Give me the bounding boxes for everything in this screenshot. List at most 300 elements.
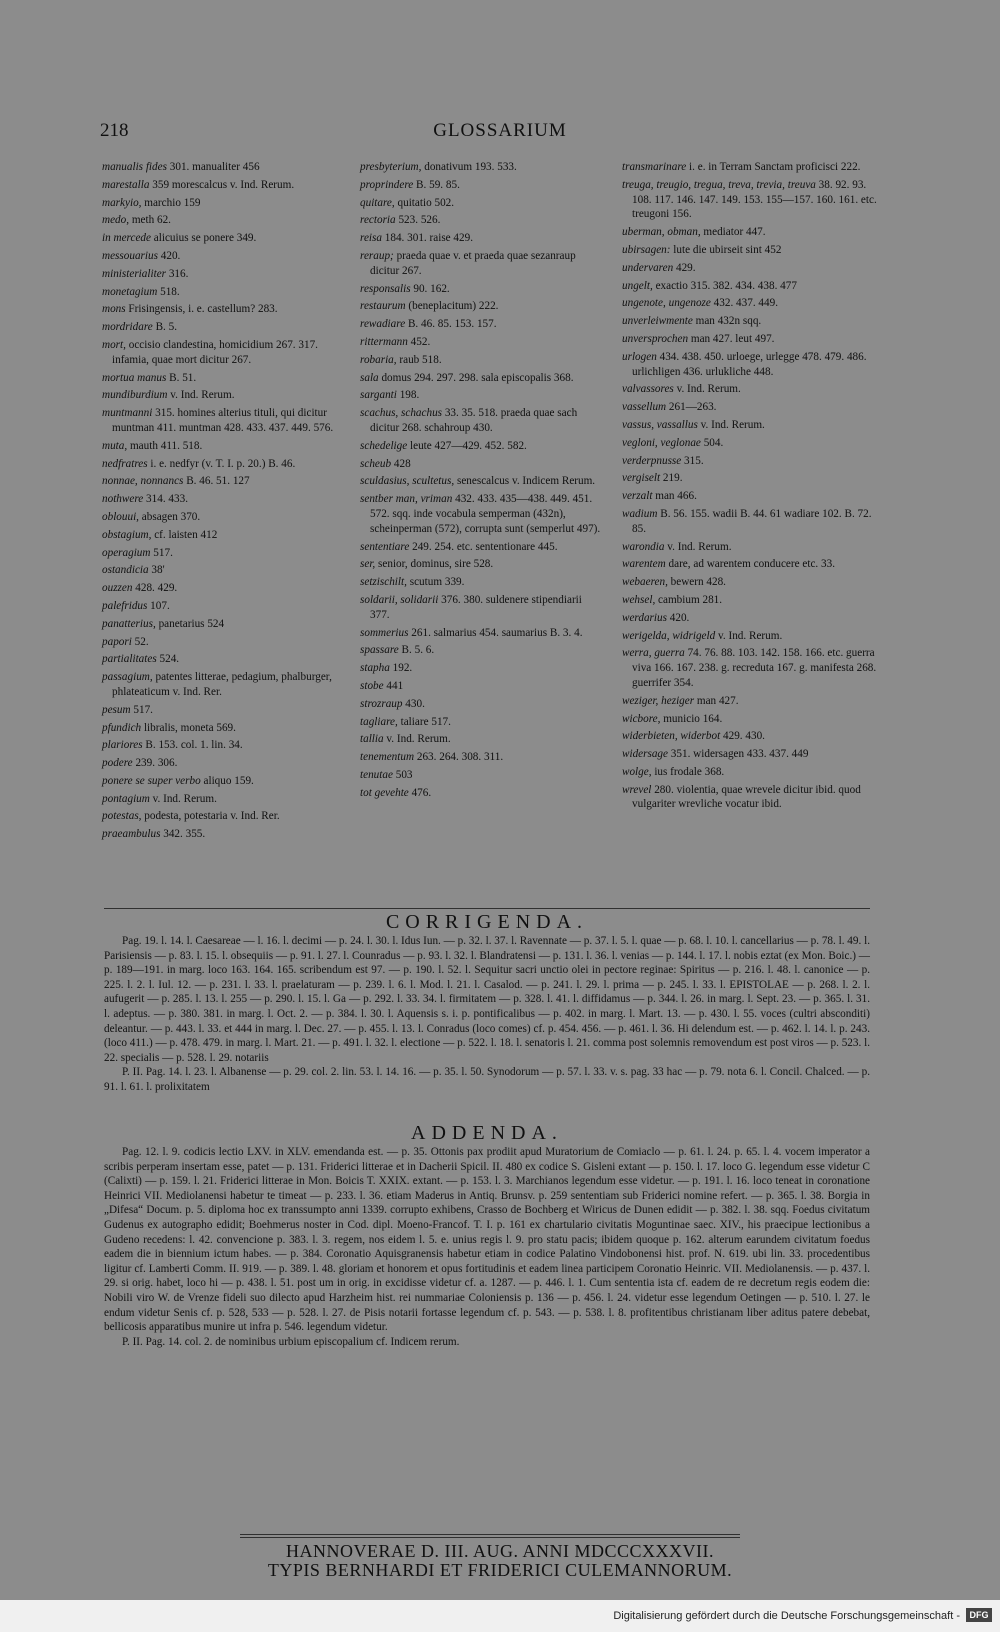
glossary-entry <box>360 593 602 623</box>
glossary-entry <box>360 299 602 314</box>
glossary-definition: 428. 429. <box>135 582 178 595</box>
glossary-headword: quitare, <box>360 196 395 209</box>
corrigenda-text-part2: P. II. Pag. 14. l. 23. l. Albanense — p. 29. col. 2. lin. 53. l. 14. 16. — p. 35. l. 50. Synodorum — p. 57. l. 33. v. s. pag. 33 hac — p. 79. nota 6. l. Concil. Chalced. — p. 91. l. 61. l. prolixitatem <box>104 1066 870 1093</box>
glossary-entry <box>102 635 344 650</box>
glossary-entry <box>102 439 344 454</box>
glossary-definition: 315. <box>684 454 704 467</box>
glossary-headword: proprindere <box>360 178 414 191</box>
glossary-headword: mundiburdium <box>102 389 168 402</box>
glossary-headword: transmarinare <box>622 161 687 173</box>
glossary-entry <box>102 617 344 632</box>
glossary-definition: v. Ind. Rerum. <box>386 733 451 746</box>
glossary-headword: sala <box>360 371 379 384</box>
glossary-headword: soldarii, solidarii <box>360 593 439 606</box>
glossary-headword: rewadiare <box>360 318 406 331</box>
glossary-entry <box>360 213 602 228</box>
glossary-definition: 476. <box>411 786 432 799</box>
glossary-headword: reisa <box>360 232 382 245</box>
imprint-line-1: HANNOVERAE D. III. AUG. ANNI MDCCCXXXVII. <box>286 1541 714 1561</box>
glossary-headword: pfundich <box>102 721 142 734</box>
glossary-headword: mons <box>102 303 126 316</box>
glossary-definition: man 427. <box>696 694 739 707</box>
glossary-definition: 524. <box>159 653 180 666</box>
glossary-entry <box>622 489 880 504</box>
glossary-headword: wehsel, <box>622 593 656 606</box>
glossary-entry <box>102 774 344 789</box>
glossary-headword: palefridus <box>102 599 148 612</box>
glossary-headword: mordridare <box>102 321 153 334</box>
glossary-headword: stapha <box>360 662 390 675</box>
page-header <box>100 120 900 146</box>
glossary-headword: sculdasius, scultetus, <box>360 475 455 488</box>
glossary-definition: B. 153. col. 1. lin. 34. <box>145 739 243 752</box>
addenda-title: ADDENDA. <box>411 1122 563 1144</box>
glossary-definition: 107. <box>150 599 170 612</box>
glossary-entry <box>622 471 880 486</box>
glossary-headword: sommerius <box>360 626 409 639</box>
glossary-entry <box>102 267 344 282</box>
glossary-definition: alicuius se ponere 349. <box>153 232 257 245</box>
glossary-definition: 38' <box>151 564 165 577</box>
glossary-headword: muta, <box>102 439 128 452</box>
glossary-entry <box>622 243 880 258</box>
glossary-headword: praeambulus <box>102 828 161 841</box>
glossary-headword: verderpnusse <box>622 454 682 467</box>
glossary-definition: v. Ind. Rerum. <box>700 418 765 431</box>
glossary-headword: stobe <box>360 679 384 692</box>
glossary-definition: v. Ind. Rerum. <box>676 383 741 396</box>
glossary-definition: B. 46. 85. 153. 157. <box>407 318 497 331</box>
glossary-entry <box>102 338 344 368</box>
glossary-headword: papori <box>102 635 132 648</box>
glossary-entry <box>360 353 602 368</box>
glossary-headword: scheub <box>360 457 392 470</box>
glossary-entry <box>360 371 602 386</box>
glossary-definition: occisio clandestina, homicidium 267. 317. infamia, quae mort dicitur 267. <box>112 338 318 366</box>
glossary-entry <box>622 314 880 329</box>
glossary-entry <box>622 783 880 813</box>
glossary-entry <box>622 436 880 451</box>
glossary-definition: B. 46. 51. 127 <box>186 475 250 488</box>
glossary-entry <box>622 646 880 690</box>
glossary-headword: weziger, heziger <box>622 694 695 707</box>
glossary-headword: rittermann <box>360 335 408 348</box>
glossary-entry <box>360 557 602 572</box>
glossary-definition: B. 56. 155. wadii B. 44. 61 wadiare 102. B. 72. 85. <box>632 507 872 535</box>
glossary-headword: monetagium <box>102 285 158 298</box>
glossary-definition: patentes litterae, pedagium, phalburger, phlateaticum v. Ind. Rer. <box>112 671 332 698</box>
glossary-definition: v. Ind. Rerum. <box>170 389 235 402</box>
glossary-headword: operagium <box>102 546 151 559</box>
glossary-headword: restaurum <box>360 300 406 313</box>
glossary-column-2 <box>360 160 602 803</box>
glossary-headword: tot gevehte <box>360 786 409 799</box>
glossary-entry <box>360 388 602 403</box>
glossary-entry <box>622 279 880 294</box>
glossary-definition: lute die ubirseit sint 452 <box>673 243 782 256</box>
glossary-entry <box>102 492 344 507</box>
glossary-definition: 301. manualiter 456 <box>169 161 260 173</box>
glossary-entry <box>102 581 344 596</box>
glossary-entry <box>102 213 344 228</box>
glossary-definition: quitatio 502. <box>397 196 455 209</box>
glossary-definition: man 466. <box>655 490 697 503</box>
glossary-entry <box>360 643 602 658</box>
glossary-headword: passagium, <box>102 671 153 684</box>
glossary-headword: ser, <box>360 558 376 571</box>
glossary-headword: widerbieten, widerbot <box>622 730 721 743</box>
glossary-headword: ostandicia <box>102 564 149 577</box>
glossary-definition: 184. 301. raise 429. <box>384 232 474 245</box>
glossary-definition: ius frodale 368. <box>654 765 725 778</box>
glossary-entry <box>622 765 880 780</box>
glossary-headword: reraup; <box>360 249 394 262</box>
glossary-entry <box>102 320 344 335</box>
glossary-headword: vassus, vassallus <box>622 418 698 431</box>
glossary-entry <box>360 160 602 175</box>
glossary-entry <box>102 196 344 211</box>
glossary-entry <box>102 827 344 842</box>
glossary-entry <box>622 332 880 347</box>
glossary-headword: presbyterium, <box>360 161 422 173</box>
glossary-entry <box>622 454 880 469</box>
glossary-definition: 261—263. <box>668 401 717 414</box>
glossary-headword: warentem <box>622 558 666 571</box>
glossary-entry <box>102 285 344 300</box>
glossary-headword: responsalis <box>360 282 411 295</box>
glossary-entry <box>102 371 344 386</box>
glossary-entry <box>360 786 602 801</box>
glossary-entry <box>622 225 880 240</box>
glossary-entry <box>102 510 344 525</box>
footer-credit: Digitalisierung gefördert durch die Deutsche Forschungsgemeinschaft - <box>613 1610 960 1622</box>
glossary-entry <box>360 679 602 694</box>
glossary-headword: potestas, <box>102 810 142 823</box>
glossary-entry <box>102 703 344 718</box>
glossary-definition: 503 <box>395 768 413 781</box>
glossary-headword: wadium <box>622 507 658 520</box>
glossary-definition: 523. 526. <box>398 214 441 227</box>
glossary-headword: strozraup <box>360 697 403 710</box>
glossary-definition: mediator 447. <box>703 226 766 239</box>
glossary-definition: Frisingensis, i. e. castellum? 283. <box>128 303 278 316</box>
glossary-entry <box>360 335 602 350</box>
glossary-headword: spassare <box>360 644 399 657</box>
glossary-definition: cambium 281. <box>658 593 723 606</box>
glossary-headword: ministerialiter <box>102 267 167 280</box>
glossary-entry <box>622 160 880 175</box>
glossary-headword: plariores <box>102 739 143 752</box>
glossary-headword: treuga, treugio, tregua, treva, trevia, treuva <box>622 178 816 191</box>
glossary-entry <box>102 178 344 193</box>
glossary-headword: valvassores <box>622 383 674 396</box>
glossary-headword: panatterius, <box>102 617 156 630</box>
glossary-entry <box>622 400 880 415</box>
glossary-definition: cf. laisten 412 <box>154 528 218 541</box>
glossary-headword: undervaren <box>622 261 674 274</box>
glossary-headword: uberman, obman, <box>622 226 701 239</box>
glossary-definition: 432. 437. 449. <box>713 297 778 310</box>
glossary-headword: mort, <box>102 338 126 351</box>
glossary-definition: 420. <box>669 611 690 624</box>
glossary-entry <box>622 694 880 709</box>
glossary-headword: partialitates <box>102 653 157 666</box>
glossary-headword: tenementum <box>360 751 415 764</box>
glossary-entry <box>360 196 602 211</box>
glossary-headword: nonnae, nonnancs <box>102 475 184 488</box>
glossary-definition: mauth 411. 518. <box>129 439 203 452</box>
glossary-entry <box>622 593 880 608</box>
glossary-headword: oblouui, <box>102 510 139 523</box>
glossary-columns <box>102 160 880 900</box>
glossary-definition: 263. 264. 308. 311. <box>416 751 504 764</box>
glossary-definition: senescalcus v. Indicem Rerum. <box>456 475 596 488</box>
glossary-headword: setzischilt, <box>360 576 407 589</box>
glossary-entry <box>622 611 880 626</box>
glossary-headword: unversprochen <box>622 332 689 345</box>
glossary-definition: 429. <box>675 261 696 274</box>
glossary-definition: raub 518. <box>399 353 442 366</box>
glossary-entry <box>102 249 344 264</box>
glossary-headword: ponere se super verbo <box>102 774 201 787</box>
imprint-line-2: TYPIS BERNHARDI ET FRIDERICI CULEMANNORUM. <box>267 1560 733 1580</box>
glossary-definition: 430. <box>405 697 425 710</box>
glossary-definition: senior, dominus, sire 528. <box>378 558 494 571</box>
glossary-definition: B. 51. <box>169 371 197 384</box>
glossary-entry <box>622 629 880 644</box>
glossary-definition: 429. 430. <box>723 730 765 743</box>
glossary-headword: widersage <box>622 748 668 761</box>
glossary-definition: 351. widersagen 433. 437. 449 <box>670 748 809 761</box>
glossary-definition: libralis, moneta 569. <box>143 721 236 734</box>
glossary-headword: wrevel <box>622 783 652 796</box>
glossary-definition: man 427. leut 497. <box>690 332 775 345</box>
glossary-headword: tagliare, <box>360 715 398 728</box>
glossary-definition: 198. <box>399 389 420 402</box>
glossary-entry <box>360 249 602 279</box>
glossary-definition: marchio 159 <box>144 196 201 209</box>
corrigenda-text: Pag. 19. l. 14. l. Caesareae — l. 16. l. decimi — p. 24. l. 30. l. Idus Iun. — p. 32. l. 37. l. Ravennate — p. 37. l. 5. l. quae — p. 68. l. 10. l. cancellarius — p. 78. l. 49. l. Parisiensis — p. 83. l. 15. l. obsequiis — p. 91. l. 27. l. Counradus — p. 93. l. 32. l. Blandratensi — p. 131. l. 36. l. venias — p. 144. l. 17. l. nobis eztat (ex Mon. Boic.) — p. 189—191. in marg. loco 163. 164. 165. scribendum est 97. — p. 190. l. 52. l. Sequitur sacri unctio olei in pectore reginae: Spiritus — p. 216. l. 48. l. canonice — p. 225. l. 2. l. Iul. 12. — p. 231. l. 33. l. praelaturam — p. 239. l. 6. l. Mod. l. 21. l. Casalod. — p. 241. l. 29. l. prima — p. 245. l. 33. l. EPISTOLAE — p. 268. l. 2. l. aufugerit — p. 285. l. 13. l. 255 — p. 290. l. 15. l. Ga — p. 292. l. 33. 34. l. firmitatem — p. 328. l. 41. l. diffidamus — p. 344. l. 26. in marg. l. Sept. 23. — p. 365. l. 31. l. adeptus. — p. 380. 381. in marg. l. Oct. 2. — p. 384. l. 30. l. Aquensis s. i. p. pontificalibus — p. 402. in marg. l. Mart. 13. — p. 430. l. 55. voces (cultri absconditi) deleantur. — p. 443. l. 33. et 444 in marg. l. Dec. 27. — p. 455. l. 13. l. Conradus (loco comes) cf. p. 454. 456. — p. 461. l. 36. Hi delendum est. — p. 462. l. 14. l. p. 243. (loco 411.) — p. 478. 479. in marg. l. Mart. 21. — p. 491. l. 32. l. electione — p. 522. l. 18. l. senatoris l. 21. comma post solemnis removendum est post viros — p. 523. l. 22. specialis — p. 528. l. 29. notariis <box>104 935 870 1064</box>
glossary-entry <box>622 540 880 555</box>
glossary-headword: ouzzen <box>102 582 133 595</box>
glossary-headword: vegloni, veglonae <box>622 436 701 449</box>
glossary-entry <box>102 652 344 667</box>
glossary-entry <box>360 178 602 193</box>
glossary-headword: schedelige <box>360 439 408 452</box>
glossary-headword: webaeren, <box>622 576 668 589</box>
glossary-headword: podere <box>102 757 133 770</box>
glossary-entry <box>102 302 344 317</box>
glossary-entry <box>102 474 344 489</box>
glossary-definition: v. Ind. Rerum. <box>718 629 783 642</box>
glossary-entry <box>360 661 602 676</box>
glossary-definition: 249. 254. etc. sententionare 445. <box>412 540 558 553</box>
glossary-headword: sentber man, vriman <box>360 493 453 506</box>
glossary-definition: praeda quae v. et praeda quae sezanraup dicitur 267. <box>370 249 576 277</box>
glossary-entry <box>360 231 602 246</box>
imprint-rule-top <box>240 1534 740 1535</box>
glossary-headword: robaria, <box>360 353 397 366</box>
glossary-entry <box>622 382 880 397</box>
glossary-definition: (beneplacitum) 222. <box>408 300 499 313</box>
dfg-logo-icon: DFG <box>966 1608 992 1622</box>
running-title: GLOSSARIUM <box>433 120 567 141</box>
glossary-headword: wolge, <box>622 765 652 778</box>
glossary-entry <box>622 729 880 744</box>
glossary-definition: 239. 306. <box>135 757 178 770</box>
glossary-headword: tenutae <box>360 768 393 781</box>
glossary-headword: mortua manus <box>102 371 167 384</box>
glossary-definition: taliare 517. <box>400 715 451 728</box>
glossary-definition: 280. violentia, quae wrevele dicitur ibid. quod vulgariter wrevliche vocatur ibid. <box>632 783 861 811</box>
addenda-text: Pag. 12. l. 9. codicis lectio LXV. in XLV. emendanda est. — p. 35. Ottonis pax prodiit apud Muratorium de Comiaclo — p. 61. l. 24. p. 65. l. 4. vocem imperator a scribis perperam insertam esse, patet — p. 131. Friderici litterae et in Dacherii Spicil. II. 480 ex codice S. Gisleni extant — p. 150. l. 17. loco G. legendum esse videtur C (Calixti) — p. 159. l. 21. Friderici litterae in Mon. Boicis T. XXIX. extant. — p. 153. l. 3. Marchianos legendum esse videtur. — p. 191. l. 16. loco teneat in coronatione Heinrici VII. Mediolanensi habetur te timeat — p. 233. l. 36. etiam Maderus in Antiq. Brunsv. p. 259 sententiam sub Friderici nomine refert. — p. 365. l. 38. Borgia in „Difesa“ Docum. p. 5. diploma hoc ex transsumpto anni 1339. corrupto exhibens, Crasso de Bochberg et Wiricus de Dunen edidit — p. 382. l. 38. sqq. Foedus civitatum Gudenus ex autographo edidit; Boehmerus noster in Cod. dipl. Moeno-Francof. T. I. p. 161 ex chartulario civitatis Moguntinae saec. XIV., his praecipue lectionibus a Gudeno recedens: l. 42. convencione p. 383. l. 3. regem, nos eidem l. 5. e. unius regis l. 9. pro statu pacis; ibidem quoque p. 162. alterum earundem civitatum foedus eadem die in biennium ictum habes. — p. 384. Coronatio Aquisgranensis habetur etiam in codice Palatino Vindobonensi hist. prof. N. 619. ubi lin. 33. procedentibus ligitur cf. Lamberti Comm. II. 919. — p. 389. l. 48. gloriam et honorem et opus fortitudinis et eadem linea participem Coronatio Heinric. VII. Mediolanensis. — p. 437. l. 29. si orig. habet, loco hi — p. 438. l. 51. post um in orig. in excidisse videtur cf. a. 1287. — p. 446. l. 1. Cum sententia ista cf. eadem de re decretum regis eodem die: Nobili viro W. de Vrenze fideli suo dilecto apud Harzheim hist. rei nummariae Coloniensis p. 136 — p. 456. l. 24. videtur esse legendum Oetingen — p. 510. l. 27. le endum videtur Senis cf. p. 528, 533 — p. 528. l. 27. de Pisis notarii fortasse legendum cf. p. 543. — p. 538. l. 8. profitentibus christianam liber aditus patere debebat, bellicosis apparatibus munire ut infra p. 546. legendum videtur. <box>104 1146 870 1334</box>
glossary-entry <box>360 715 602 730</box>
glossary-definition: 38. 92. 93. 108. 117. 146. 147. 149. 153. 155—157. 160. 161. etc. treugoni 156. <box>632 178 877 221</box>
glossary-headword: nedfratres <box>102 457 148 470</box>
glossary-entry <box>622 296 880 311</box>
glossary-headword: ungelt, <box>622 279 653 292</box>
glossary-entry <box>622 178 880 222</box>
glossary-entry <box>102 599 344 614</box>
glossary-headword: vergiselt <box>622 472 661 485</box>
glossary-headword: manualis fides <box>102 161 167 173</box>
glossary-definition: B. 5. <box>155 321 178 334</box>
glossary-definition: 441 <box>386 679 404 692</box>
glossary-entry <box>622 507 880 537</box>
glossary-definition: 518. <box>160 285 180 298</box>
glossary-entry <box>360 492 602 536</box>
digitization-footer <box>0 1600 1000 1632</box>
glossary-entry <box>360 697 602 712</box>
glossary-definition: 504. <box>703 436 724 449</box>
glossary-headword: pesum <box>102 703 131 716</box>
glossary-entry <box>102 546 344 561</box>
glossary-definition: 74. 76. 88. 103. 142. 158. 166. etc. guerra viva 166. 167. 238. g. recreduta 167. g. manifesta 268. guerrifer 354. <box>632 647 877 689</box>
glossary-entry <box>622 557 880 572</box>
glossary-definition: 90. 162. <box>413 282 450 295</box>
glossary-definition: domus 294. 297. 298. sala episcopalis 368. <box>381 371 574 384</box>
glossary-definition: panetarius 524 <box>158 617 225 630</box>
glossary-headword: muntmanni <box>102 407 153 420</box>
glossary-entry <box>360 750 602 765</box>
glossary-definition: 517. <box>133 703 153 716</box>
glossary-headword: urlogen <box>622 350 657 363</box>
glossary-headword: nothwere <box>102 493 144 506</box>
glossary-column-1 <box>102 160 344 845</box>
corrigenda-section <box>104 908 870 1095</box>
glossary-definition: 420. <box>160 249 181 262</box>
glossary-headword: warondia <box>622 540 665 553</box>
glossary-entry <box>102 756 344 771</box>
glossary-definition: dare, ad warentem conducere etc. 33. <box>668 558 835 571</box>
glossary-entry <box>360 439 602 454</box>
glossary-entry <box>102 721 344 736</box>
glossary-headword: sententiare <box>360 540 410 553</box>
glossary-headword: tallia <box>360 733 384 746</box>
glossary-entry <box>102 670 344 700</box>
glossary-definition: 432. 433. 435—438. 449. 451. 572. sqq. inde vocabula semperman (432n), scheinperman (572), corrupta sunt (semperlut 497). <box>370 493 601 535</box>
glossary-definition: 192. <box>392 662 413 675</box>
glossary-entry <box>360 406 602 436</box>
glossary-entry <box>102 388 344 403</box>
glossary-entry <box>360 626 602 641</box>
glossary-definition: 261. salmarius 454. saumarius B. 3. 4. <box>411 626 583 639</box>
glossary-definition: leute 427—429. 452. 582. <box>410 439 527 452</box>
glossary-definition: scutum 339. <box>409 576 465 589</box>
glossary-headword: verzalt <box>622 490 653 503</box>
glossary-entry <box>102 792 344 807</box>
glossary-entry <box>622 712 880 727</box>
glossary-headword: markyio, <box>102 196 142 209</box>
glossary-definition: v. Ind. Rerum. <box>152 792 217 805</box>
glossary-headword: werdarius <box>622 611 667 624</box>
imprint <box>200 1542 800 1580</box>
glossary-headword: vassellum <box>622 401 667 414</box>
glossary-entry <box>102 160 344 175</box>
glossary-definition: v. Ind. Rerum. <box>667 540 732 553</box>
glossary-entry <box>622 575 880 590</box>
glossary-definition: 316. <box>168 267 189 280</box>
glossary-definition: 342. 355. <box>163 828 206 841</box>
glossary-headword: in mercede <box>102 232 151 245</box>
glossary-definition: 428 <box>393 457 411 470</box>
glossary-headword: obstagium, <box>102 528 152 541</box>
glossary-entry <box>102 528 344 543</box>
glossary-entry <box>360 540 602 555</box>
glossary-entry <box>102 457 344 472</box>
addenda-text-part2: P. II. Pag. 14. col. 2. de nominibus urbium episcopalium cf. Indicem rerum. <box>122 1335 460 1348</box>
glossary-column-3 <box>622 160 880 815</box>
glossary-definition: 434. 438. 450. urloege, urlegge 478. 479. 486. urlichligen 436. urlukliche 448. <box>632 350 867 378</box>
glossary-headword: ubirsagen: <box>622 243 671 256</box>
addenda-section <box>104 1122 870 1349</box>
glossary-entry <box>360 575 602 590</box>
glossary-entry <box>102 738 344 753</box>
glossary-entry <box>360 474 602 489</box>
glossary-definition: i. e. nedfyr (v. T. I. p. 20.) B. 46. <box>150 457 296 470</box>
glossary-definition: i. e. in Terram Sanctam proficisci 222. <box>689 161 861 173</box>
glossary-entry <box>102 563 344 578</box>
glossary-definition: 33. 35. 518. praeda quae sach dicitur 268. schahroup 430. <box>370 407 578 434</box>
glossary-definition: donativum 193. 533. <box>424 161 517 173</box>
glossary-entry <box>360 732 602 747</box>
glossary-definition: 219. <box>662 472 683 485</box>
glossary-entry <box>622 350 880 380</box>
glossary-definition: 376. 380. suldenere stipendiarii 377. <box>370 593 582 621</box>
glossary-headword: marestalla <box>102 178 150 191</box>
glossary-headword: wicbore, <box>622 712 661 725</box>
glossary-headword: scachus, schachus <box>360 407 443 420</box>
glossary-entry <box>102 406 344 436</box>
glossary-entry <box>102 809 344 824</box>
glossary-entry <box>360 282 602 297</box>
glossary-entry <box>622 418 880 433</box>
glossary-definition: 452. <box>410 335 431 348</box>
glossary-definition: bewern 428. <box>670 576 726 589</box>
glossary-definition: meth 62. <box>131 214 171 227</box>
glossary-definition: aliquo 159. <box>203 774 254 787</box>
glossary-headword: werigelda, widrigeld <box>622 629 716 642</box>
glossary-headword: sarganti <box>360 389 397 402</box>
glossary-definition: municio 164. <box>663 712 723 725</box>
glossary-definition: man 432n sqq. <box>695 315 762 328</box>
glossary-headword: unverleiwmente <box>622 315 693 328</box>
glossary-entry <box>622 261 880 276</box>
page-number: 218 <box>100 120 129 141</box>
glossary-headword: werra, guerra <box>622 647 685 660</box>
glossary-definition: absagen 370. <box>141 510 201 523</box>
glossary-definition: 52. <box>134 635 149 648</box>
